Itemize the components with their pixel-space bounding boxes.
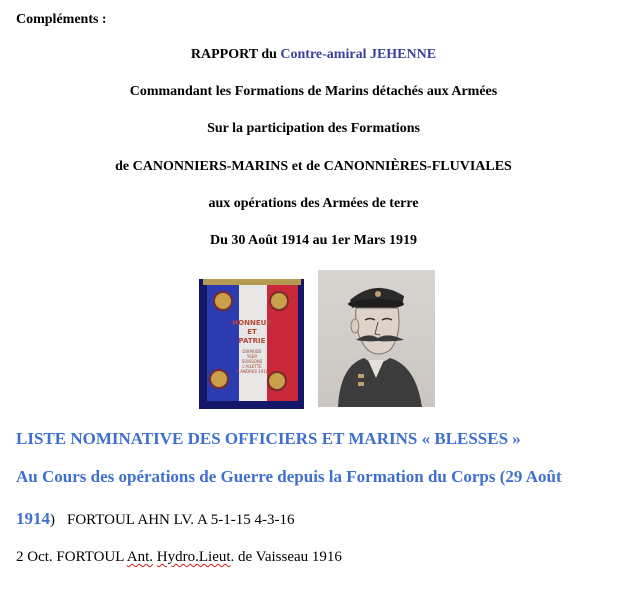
flag-honour-1: DIXMUDE	[242, 349, 262, 354]
report-title-line6: Du 30 Août 1914 au 1er Mars 1919	[209, 233, 418, 248]
medal-icon	[269, 291, 289, 311]
report-title-line1	[0, 47, 627, 63]
fortoul-entry-1: FORTOUL AHN LV. A 5-1-15 4-3-16	[67, 512, 295, 528]
flag-motto-2: ET	[247, 328, 257, 336]
flag-motto-3: PATRIE	[238, 337, 266, 345]
entry2-abbr2: Hydro.Lieut	[156, 549, 231, 565]
entry2-abbr1: Ant.	[126, 549, 154, 565]
flag-motto-1: HONNEUR	[232, 319, 272, 327]
medal-icon	[209, 369, 229, 389]
medal-icon	[213, 291, 233, 311]
flag-honour-4: L'AILETTE	[242, 364, 262, 369]
flag-image	[199, 279, 304, 409]
report-title-line3: Sur la participation des Formations	[207, 121, 420, 136]
medal-icon	[267, 371, 287, 391]
admiral-portrait-image	[318, 270, 435, 407]
entry2-suffix: . de Vaisseau 1916	[230, 549, 342, 565]
header-label: Compléments :	[16, 12, 107, 27]
entry2-prefix: 2 Oct. FORTOUL	[16, 549, 127, 565]
report-title-line5: aux opérations des Armées de terre	[208, 196, 419, 211]
year-value: 1914	[16, 509, 50, 528]
fortoul-entry-2	[16, 549, 342, 566]
report-title-line4: de CANONNIERS-MARINS et de CANONNIÈRES-FLUVIALES	[115, 159, 512, 174]
flag-honour-3: SOISSONS	[241, 359, 263, 364]
report-title-line2: Commandant les Formations de Marins détachés aux Armées	[129, 84, 498, 99]
list-heading: LISTE NOMINATIVE DES OFFICIERS ET MARINS « BLESSES »	[16, 429, 521, 448]
list-subheading: Au Cours des opérations de Guerre depuis la Formation du Corps (29 Août	[16, 467, 562, 486]
report-title-prefix: RAPPORT du	[190, 47, 281, 62]
flag-honour-5: FLANDRES 1918	[235, 369, 269, 374]
report-title-admiral: Contre-amiral JEHENNE	[280, 47, 437, 62]
year-line	[16, 509, 294, 529]
flag-honour-2: YSER	[246, 354, 258, 359]
officer-sketch-icon	[318, 270, 435, 407]
year-paren: )	[50, 512, 55, 528]
